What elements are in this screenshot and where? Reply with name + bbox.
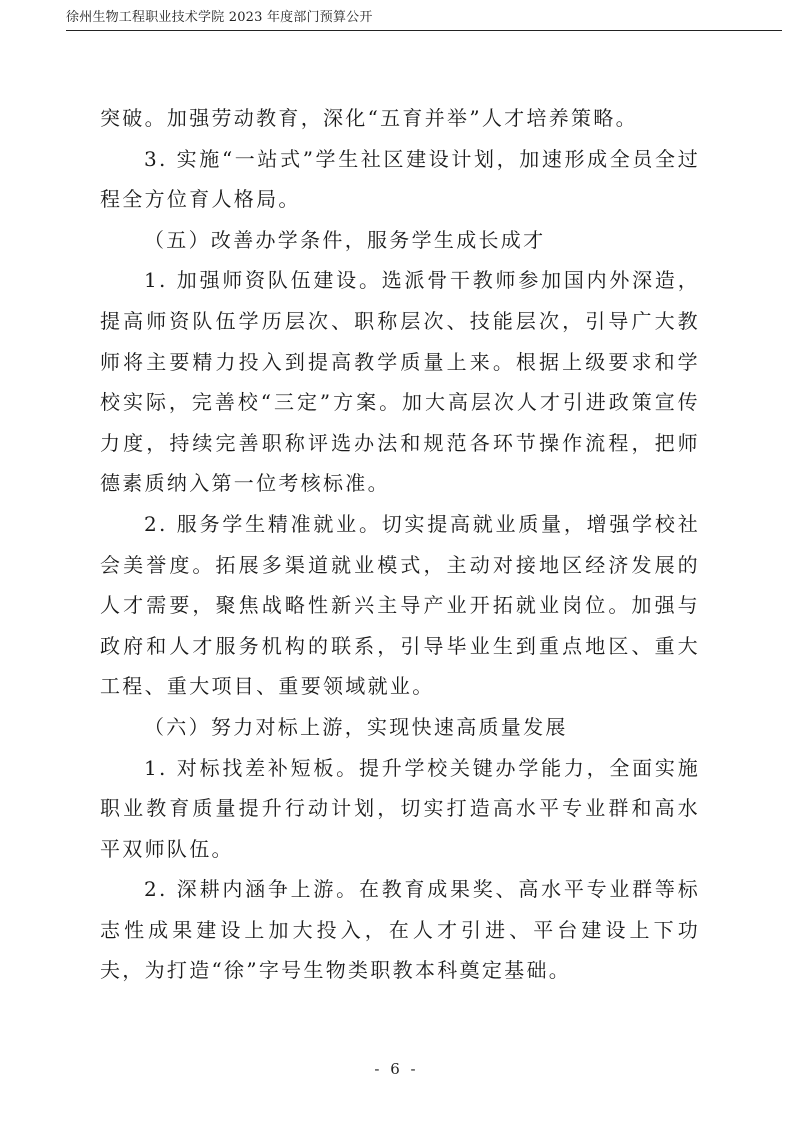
header-title: 徐州生物工程职业技术学院 2023 年度部门预算公开 [66,10,373,25]
paragraph: 3. 实施“一站式”学生社区建设计划，加速形成全员全过程全方位育人格局。 [100,146,700,212]
paragraph: 2. 深耕内涵争上游。在教育成果奖、高水平专业群等标志性成果建设上加大投入，在人才引进、平台建设上下功夫，为打造“徐”字号生物类职教本科奠定基础。 [100,877,700,983]
page-header [66,8,782,31]
paragraph: 2. 服务学生精准就业。切实提高就业质量，增强学校社会美誉度。拓展多渠道就业模式，主动对接地区经济发展的人才需要，聚焦战略性新兴主导产业开拓就业岗位。加强与政府和人才服务机构的联系，引导毕业生到重点地区、重大工程、重大项目、重要领域就业。 [100,511,700,699]
section-heading: （五）改善办学条件，服务学生成长成才 [144,227,546,252]
paragraph: 突破。加强劳动教育，深化“五育并举”人才培养策略。 [100,106,638,130]
section-heading: （六）努力对标上游，实现快速高质量发展 [144,714,568,739]
paragraph: 1. 对标找差补短板。提升学校关键办学能力，全面实施职业教育质量提升行动计划，切实打造高水平专业群和高水平双师队伍。 [100,755,700,861]
paragraph: 1. 加强师资队伍建设。选派骨干教师参加国内外深造，提高师资队伍学历层次、职称层次、技能层次，引导广大教师将主要精力投入到提高教学质量上来。根据上级要求和学校实际，完善校“三定”方案。加大高层次人才引进政策宣传力度，持续完善职称评选办法和规范各环节操作流程，把师德素质纳入第一位考核标准。 [100,268,700,496]
document-body [100,98,700,991]
page-number: - 6 - [374,1060,419,1078]
